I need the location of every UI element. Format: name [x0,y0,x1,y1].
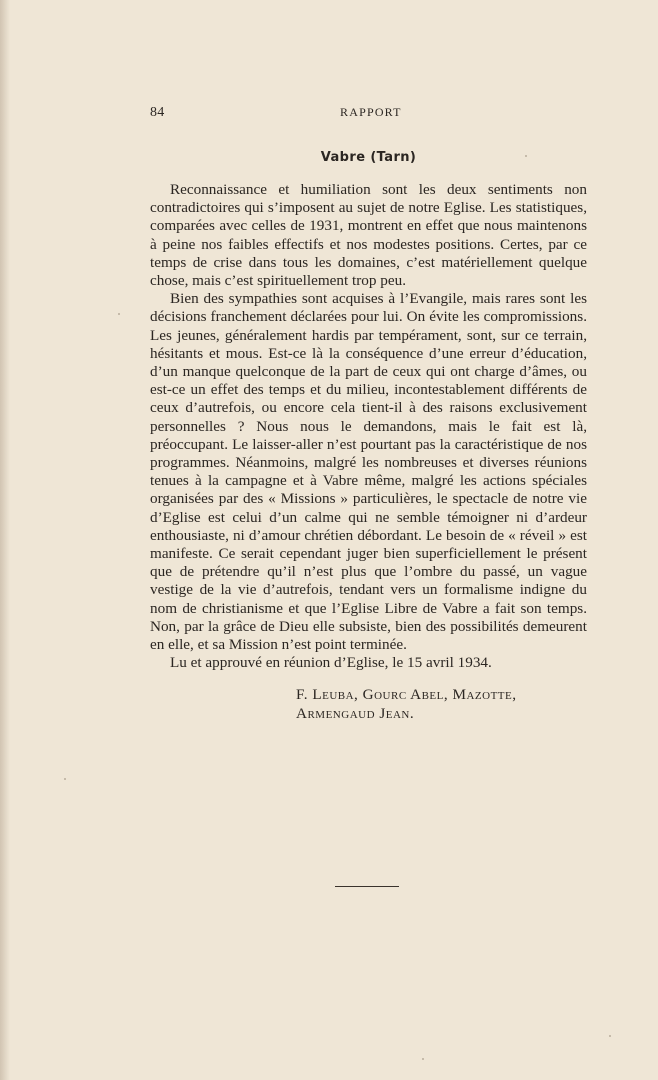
section-title: Vabre (Tarn) [320,150,417,165]
paper-speck [422,1058,424,1060]
signature-line-1: F. Leuba, Gourc Abel, Mazotte, [296,686,517,704]
signature-block [296,686,587,723]
page-edge-shadow [0,0,10,1080]
paragraph-approval: Lu et approuvé en réunion d’Eglise, le 15 avril 1934. [170,654,492,672]
paper-speck [64,778,66,780]
paper-speck [525,155,527,157]
page-number: 84 [150,105,165,120]
paragraph-1: Reconnaissance et humiliation sont les deux sentiments non contradictoires qui s’imposent au sujet de notre Eglise. Les statistiques, comparées avec celles de 1931, montrent en effet que nous maintenons à peine nos faibles effectifs et nos modestes positions. Certes, par ce temps de crise dans tous les domaines, c’est matériellement quelque chose, mais c’est spirituellement trop peu. [150,181,587,290]
running-head: RAPPORT [340,105,402,119]
paper-speck [609,1035,611,1037]
closing-rule [335,886,399,887]
body-text [150,181,587,672]
paragraph-2: Bien des sympathies sont acquises à l’Evangile, mais rares sont les décisions franchement déclarées pour lui. On évite les compromissions. Les jeunes, généralement hardis par tempérament, sont, sur ce terrain, hésitants et mous. Est-ce là la conséquence d’une erreur d’éducation, d’un manque quelconque de la part de ceux qui ont charge d’âmes, ou est-ce un effet des temps et du milieu, incontestablement différents de ceux d’autrefois, ou encore cela tient-il à des raisons exclusivement personnelles ? Nous nous le demandons, mais le fait est là, préoccupant. Le laisser-aller n’est pourtant pas la caractéristique de nos programmes. Néanmoins, malgré les nombreuses et diverses réunions tenues à la campagne et à Vabre même, malgré les actions spéciales organisées par des « Missions » particulières, le spectacle de notre vie d’Eglise est celui d’un calme qui ne semble témoigner ni d’ardeur enthousiaste, ni d’amour chrétien débordant. Le besoin de « réveil » est manifeste. Ce serait cependant juger bien superficiellement le présent que de prétendre qu’il n’est plus que l’ombre du passé, un vague vestige de la vie d’autrefois, tendant vers un formalisme indigne du nom de christianisme et que l’Eglise Libre de Vabre a fait son temps. Non, par la grâce de Dieu elle subsiste, bien des possibilités demeurent en elle, et sa Mission n’est point terminée. [150,290,587,654]
document-page [150,105,587,723]
page-header [150,105,587,127]
signature-line-2: Armengaud Jean. [296,704,415,722]
paper-speck [118,313,120,315]
